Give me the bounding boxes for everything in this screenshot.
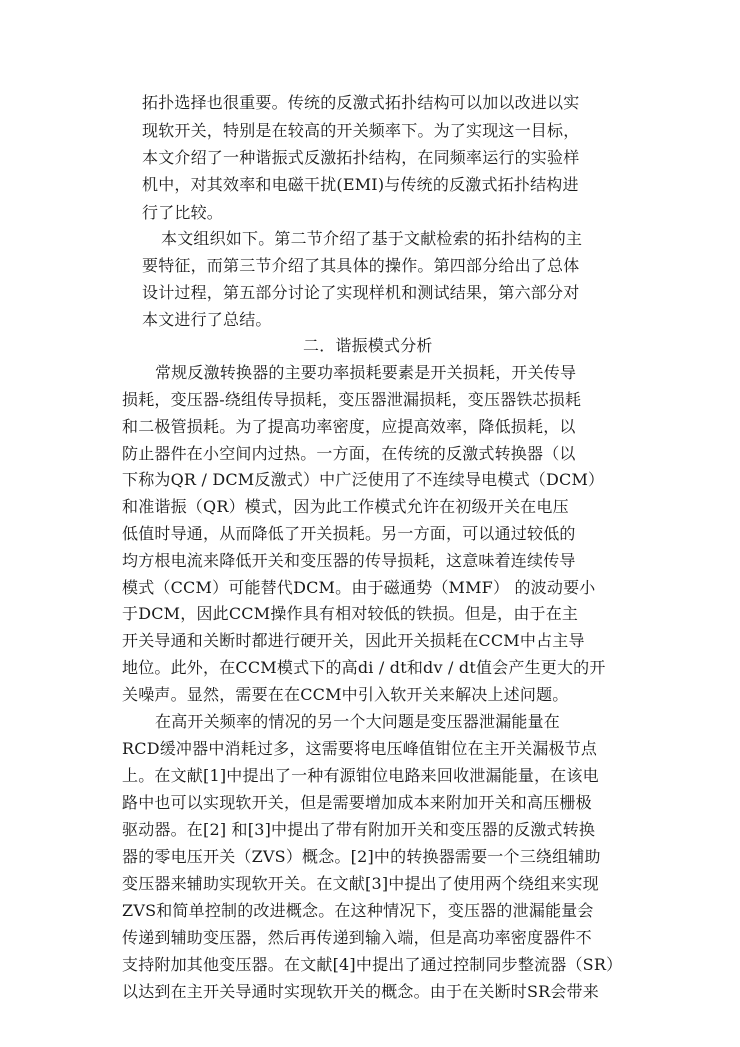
paragraph-4-line: 驱动器。在[2] 和[3]中提出了带有附加开关和变压器的反激式转换	[122, 820, 596, 839]
paragraph-2-line: 本文组织如下。第二节介绍了基于文献检索的拓扑结构的主	[161, 229, 583, 248]
paragraph-3-line: 下称为QR / DCM反激式）中广泛使用了不连续导电模式（DCM）	[122, 470, 605, 489]
paragraph-4-line: 在高开关频率的情况的另一个大问题是变压器泄漏能量在	[155, 712, 561, 731]
paragraph-1-line: 本文介绍了一种谐振式反激拓扑结构，在同频率运行的实验样	[142, 148, 580, 167]
paragraph-4-line: 传递到辅助变压器，然后再传递到输入端，但是高功率密度器件不	[122, 928, 592, 947]
paragraph-3-line: 关噪声。显然，需要在在CCM中引入软开关来解决上述问题。	[122, 685, 569, 704]
paragraph-4-line: 路中也可以实现软开关，但是需要增加成本来附加开关和高压栅极	[122, 793, 592, 812]
paragraph-3-line: 开关导通和关断时都进行硬开关，因此开关损耗在CCM中占主导	[122, 631, 585, 650]
paragraph-3-line: 低值时导通，从而降低了开关损耗。另一方面，可以通过较低的	[122, 524, 576, 543]
paragraph-2-line: 要特征，而第三节介绍了其具体的操作。第四部分给出了总体	[142, 256, 580, 275]
paragraph-3-line: 模式（CCM）可能替代DCM。由于磁通势（MMF） 的波动要小	[122, 578, 596, 597]
paragraph-1-line: 现软开关，特别是在较高的开关频率下。为了实现这一目标，	[142, 121, 580, 140]
paragraph-3-line: 于DCM，因此CCM操作具有相对较低的铁损。但是，由于在主	[122, 604, 579, 623]
paragraph-1-line: 机中，对其效率和电磁干扰(EMI)与传统的反激式拓扑结构进	[142, 175, 579, 194]
paragraph-3-line: 损耗，变压器-绕组传导损耗，变压器泄漏损耗，变压器铁芯损耗	[122, 390, 582, 409]
paragraph-4-line: 器的零电压开关（ZVS）概念。[2]中的转换器需要一个三绕组辅助	[122, 847, 601, 866]
section-heading: 二．谐振模式分析	[303, 336, 433, 355]
paragraph-4-line: ZVS和简单控制的改进概念。在这种情况下，变压器的泄漏能量会	[122, 901, 594, 920]
paragraph-2-line: 本文进行了总结。	[142, 310, 272, 329]
paragraph-4-line: 上。在文献[1]中提出了一种有源钳位电路来回收泄漏能量，在该电	[122, 766, 599, 785]
paragraph-4-line: RCD缓冲器中消耗过多，这需要将电压峰值钳位在主开关漏极节点	[122, 739, 598, 758]
paragraph-3-line: 防止器件在小空间内过热。一方面，在传统的反激式转换器（以	[122, 444, 576, 463]
paragraph-4-line: 支持附加其他变压器。在文献[4]中提出了通过控制同步整流器（SR）	[122, 955, 623, 974]
paragraph-3-line: 常规反激转换器的主要功率损耗要素是开关损耗，开关传导	[155, 363, 577, 382]
paragraph-3-line: 均方根电流来降低开关和变压器的传导损耗，这意味着连续传导	[122, 551, 576, 570]
paragraph-2-line: 设计过程，第五部分讨论了实现样机和测试结果，第六部分对	[142, 283, 580, 302]
paragraph-3-line: 和二极管损耗。为了提高功率密度，应提高效率，降低损耗，以	[122, 417, 576, 436]
paragraph-4-line: 变压器来辅助实现软开关。在文献[3]中提出了使用两个绕组来实现	[122, 874, 599, 893]
paragraph-3-line: 地位。此外，在CCM模式下的高di / dt和dv / dt值会产生更大的开	[122, 658, 606, 677]
paragraph-1-line: 拓扑选择也很重要。传统的反激式拓扑结构可以加以改进以实	[142, 93, 580, 112]
paragraph-3-line: 和准谐振（QR）模式，因为此工作模式允许在初级开关在电压	[122, 497, 569, 516]
paragraph-1-line: 行了比较。	[142, 203, 224, 222]
paragraph-4-line: 以达到在主开关导通时实现软开关的概念。由于在关断时SR会带来	[122, 982, 600, 1001]
